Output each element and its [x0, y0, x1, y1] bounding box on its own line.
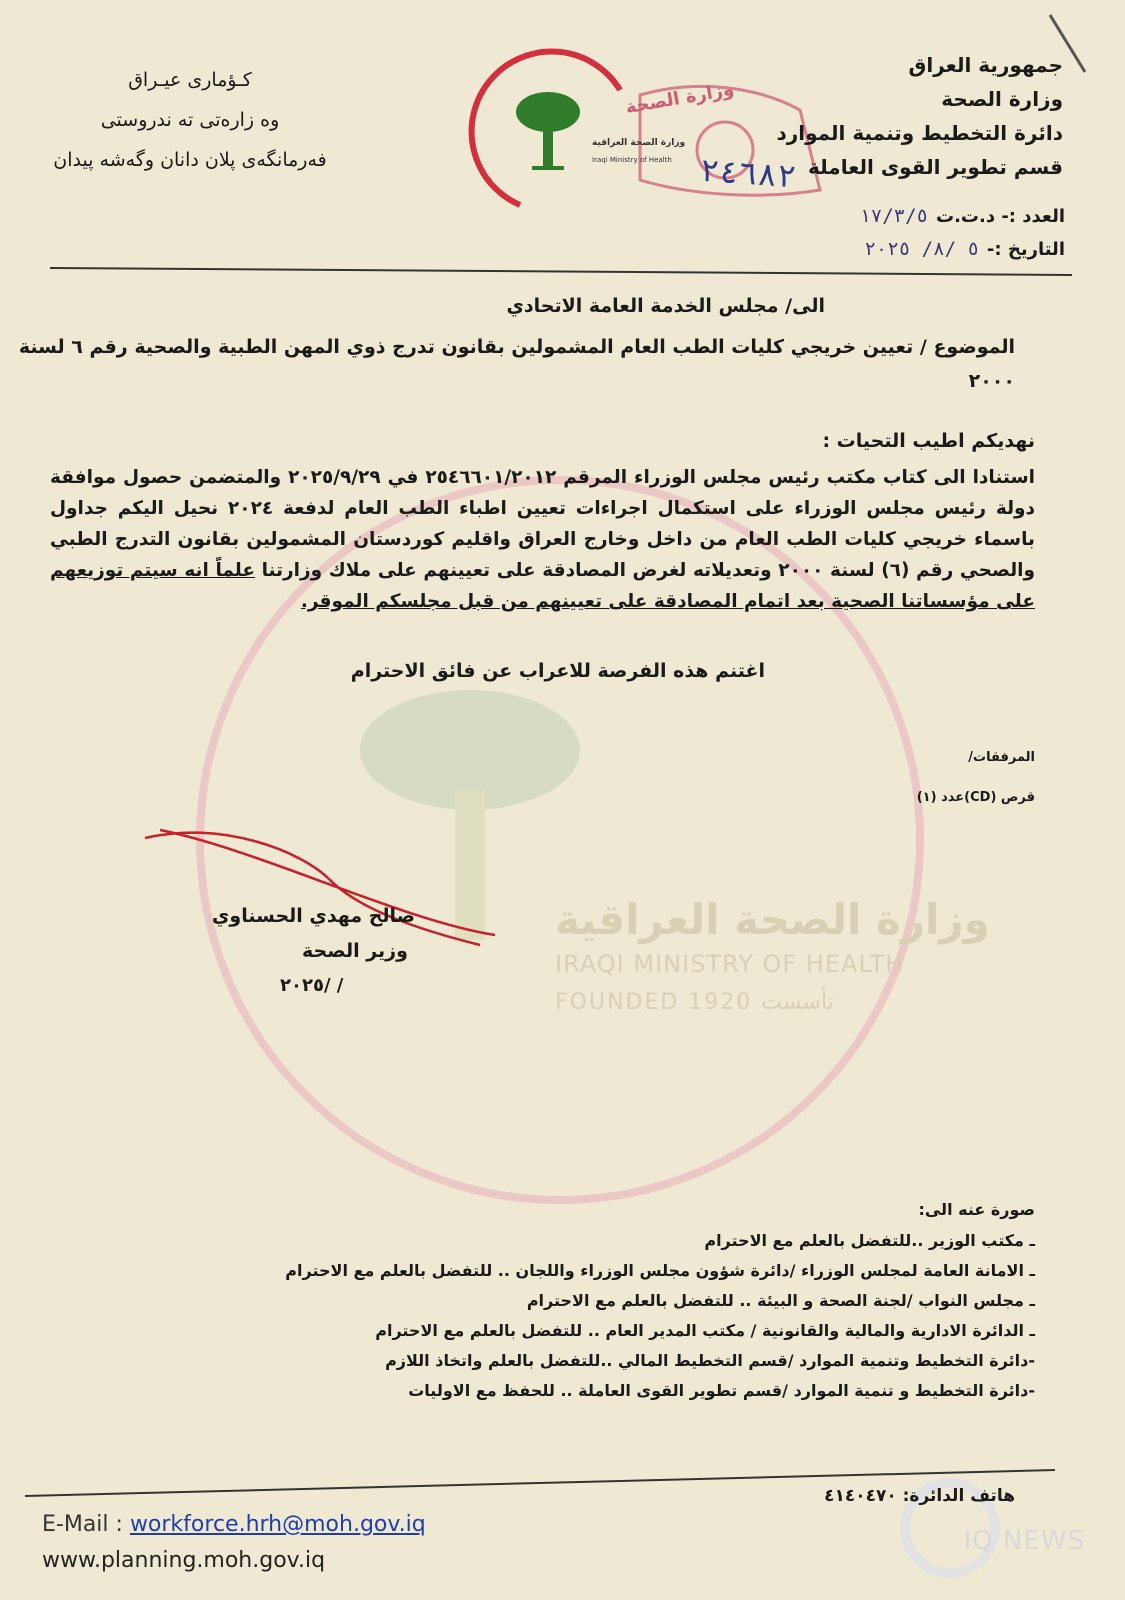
number-label: العدد :- د.ت.ت [935, 206, 1065, 227]
header-line: جمهورية العراق [908, 53, 1063, 77]
watermark-palm-icon [360, 690, 580, 940]
email-link[interactable]: workforce.hrh@moh.gov.iq [129, 1512, 426, 1537]
header-line: وزارة الصحة [941, 87, 1063, 111]
email-line [42, 1512, 426, 1537]
logo-caption: وزارة الصحة العراقية [592, 138, 686, 148]
cc-item: ـ الامانة العامة لمجلس الوزراء /دائرة شؤون مجلس الوزراء واللجان .. للتفضل بالعلم مع الاحترام [285, 1261, 1035, 1280]
attachments-item: قرص (CD)عدد (١) [916, 790, 1035, 805]
cc-list [235, 1226, 1035, 1406]
date-label: التاريخ :- [986, 239, 1065, 260]
body-text: استنادا الى كتاب مكتب رئيس مجلس الوزراء المرقم ٢٥٤٦٦٠١/٢٠١٢ في ٢٠٢٥/٩/٢٩ والمتضمن حصول موافقة دولة رئيس مجلس الوزراء على استكمال اجراءات تعيين اطباء الطب العام لدفعة ٢٠٢٤ نحيل اليكم جداول باسماء خريجي كليات الطب العام من داخل وخارج العراق واقليم كوردستان المشمولين بقانون التدرج الطبي والصحي رقم (٦) لسنة ٢٠٠٠ وتعديلاته لغرض المصادقة على تعيينهم على ملاك وزارتنا [50, 467, 1036, 581]
cc-item: -دائرة التخطيط و تنمية الموارد /قسم تطوير القوى العاملة .. للحفظ مع الاوليات [408, 1381, 1035, 1400]
body-text-underlined: علماً انه سيتم توزيعهم على مؤسساتنا الصحية بعد اتمام المصادقة على تعيينهم من قبل مجلسكم الموقر. [50, 560, 1035, 612]
number-value: ١٧/٣/٥ [859, 205, 928, 227]
email-label: E-Mail : [42, 1512, 123, 1537]
recipient: الى/ مجلس الخدمة العامة الاتحادي [506, 295, 825, 317]
reference-block [859, 200, 1065, 266]
handwritten-serial: ٢٤٦٨٢ [698, 150, 798, 196]
header-line: دائرة التخطيط وتنمية الموارد [776, 121, 1063, 145]
signer-date: ٢٠٢٥/ / [280, 975, 344, 996]
subject-line: الموضوع / تعيين خريجي كليات الطب العام المشمولين بقانون تدرج ذوي المهن الطبية والصحية رقم ٦ لسنة ٢٠٠٠ [18, 336, 1015, 392]
iqnews-watermark: IQ NEWS [963, 1526, 1085, 1556]
logo-caption-en: Iraqi Ministry of Health [592, 156, 672, 164]
signer-name: صالح مهدي الحسناوي [212, 905, 416, 927]
cc-item: -دائرة التخطيط وتنمية الموارد /قسم التخطيط المالي ..للتفضل بالعلم واتخاذ اللازم [385, 1351, 1035, 1370]
cc-item: ـ الدائرة الادارية والمالية والقانونية / مكتب المدير العام .. للتفضل بالعلم مع الاحترام [375, 1321, 1035, 1340]
greeting: نهديكم اطيب التحيات : [822, 430, 1035, 452]
header-line: كـؤمارى عيـراق [128, 69, 252, 91]
header-line: قسم تطوير القوى العاملة [808, 155, 1063, 179]
header-line: وه زارەتى ته ندروستى [100, 109, 280, 131]
header-kurdish [30, 60, 350, 180]
cc-item: ـ مكتب الوزير ..للتفضل بالعلم مع الاحترام [704, 1231, 1035, 1250]
body-paragraph [50, 462, 1035, 617]
website-link[interactable]: www.planning.moh.gov.iq [42, 1548, 326, 1573]
watermark-english: IRAQI MINISTRY OF HEALTH [555, 950, 905, 978]
date-value: ٥ /٨/ ٢٠٢٥ [864, 238, 979, 260]
watermark-arabic: وزارة الصحة العراقية [555, 895, 990, 944]
cc-heading: صورة عنه الى: [918, 1200, 1035, 1219]
header-rule [50, 268, 1072, 275]
header-arabic [763, 48, 1063, 184]
logo-palm-icon [516, 92, 580, 170]
phone-number: هاتف الدائرة: ٤١٤٠٤٧٠ [824, 1486, 1015, 1506]
watermark-founded: FOUNDED 1920 تأسست [555, 990, 834, 1015]
closing-line: اغتنم هذه الفرصة للاعراب عن فائق الاحترام [350, 660, 765, 682]
cc-item: ـ مجلس النواب /لجنة الصحة و البيئة .. للتفضل بالعلم مع الاحترام [526, 1291, 1035, 1310]
header-line: فەرمانگەى پلان دانان وگەشه پيدان [53, 149, 327, 171]
attachments-label: المرفقات/ [968, 750, 1035, 765]
stamp-label: وزارة الصحة [624, 78, 736, 119]
signer-title: وزير الصحة [302, 940, 408, 962]
